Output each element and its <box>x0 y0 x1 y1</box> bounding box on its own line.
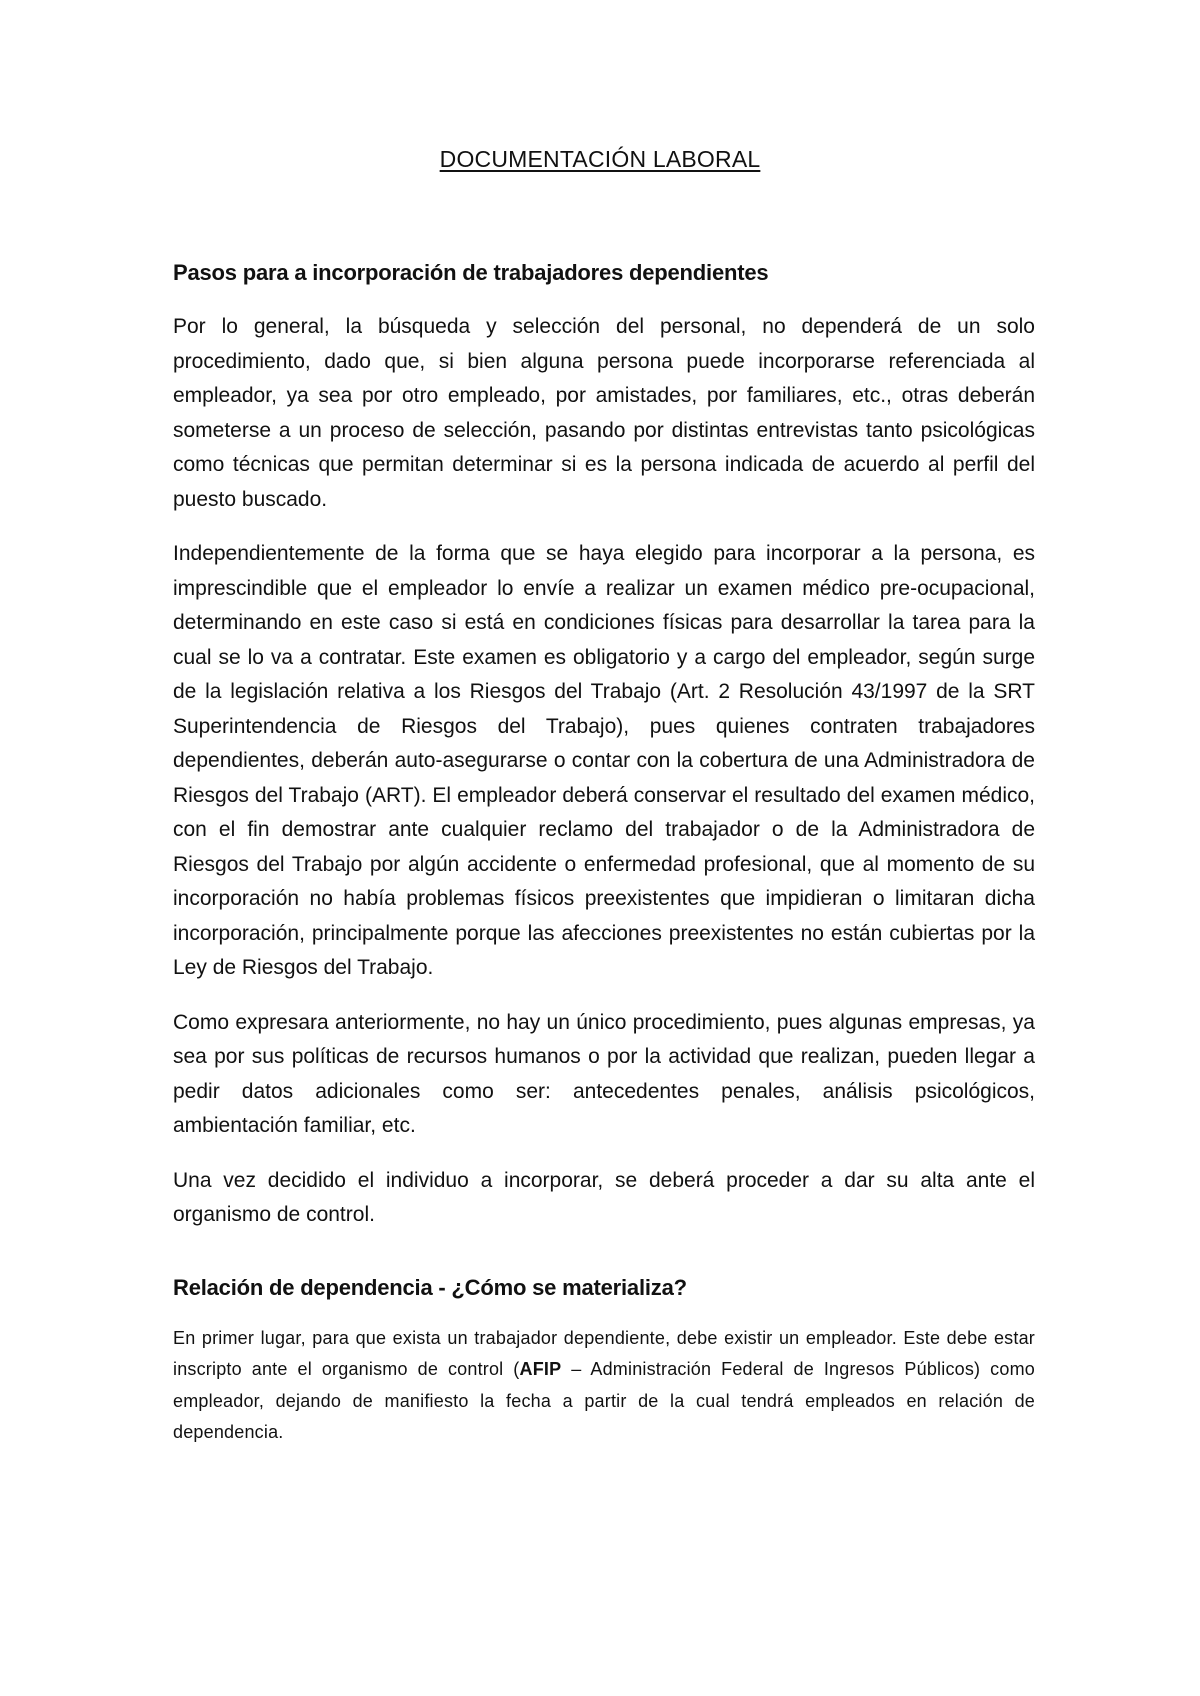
section-heading-relacion-dependencia: Relación de dependencia - ¿Cómo se materializa? <box>173 1274 687 1300</box>
paragraph-alta: Una vez decidido el individuo a incorporar, se deberá proceder a dar su alta ante el organismo de control. <box>173 1168 1035 1226</box>
paragraph-examen-medico: Independientemente de la forma que se haya elegido para incorporar a la persona, es imprescindible que el empleador lo envíe a realizar un examen médico pre-ocupacional, determinando en este caso si está en condiciones físicas para desarrollar la tarea para la cual se lo va a contratar. Este examen es obligatorio y a cargo del empleador, según surge de la legislación relativa a los Riesgos del Trabajo (Art. 2 Resolución 43/1997 de la SRT Superintendencia de Riesgos del Trabajo), pues quienes contraten trabajadores dependientes, deberán auto-asegurarse o contar con la cobertura de una Administradora de Riesgos del Trabajo (ART). El empleador deberá conservar el resultado del examen médico, con el fin demostrar ante cualquier reclamo del trabajador o de la Administradora de Riesgos del Trabajo por algún accidente o enfermedad profesional, que al momento de su incorporación no había problemas físicos preexistentes que impidieran o limitaran dicha incorporación, principalmente porque las afecciones preexistentes no están cubiertas por la Ley de Riesgos del Trabajo. <box>173 542 1035 979</box>
paragraph-empleador-text-1: En primer lugar, para que exista un trabajador dependiente, debe existir un empleador. Este debe estar inscripto ante el organismo de control ( <box>173 1327 1035 1379</box>
document-body <box>173 258 1035 1449</box>
afip-acronym: AFIP <box>519 1359 562 1379</box>
paragraph-empleador-text-2: – Administración Federal de Ingresos Públicos) como empleador, dejando de manifiesto la fecha a partir de la cual tendrá empleados en relación de dependencia. <box>173 1359 1035 1442</box>
paragraph-busqueda-seleccion: Por lo general, la búsqueda y selección del personal, no dependerá de un solo procedimiento, dado que, si bien alguna persona puede incorporarse referenciada al empleador, ya sea por otro empleado, por amistades, por familiares, etc., otras deberán someterse a un proceso de selección, pasando por distintas entrevistas tanto psicológicas como técnicas que permitan determinar si es la persona indicada de acuerdo al perfil del puesto buscado. <box>173 315 1035 511</box>
paragraph-empleador <box>173 1323 1035 1449</box>
section-heading-incorporacion: Pasos para a incorporación de trabajadores dependientes <box>173 260 769 285</box>
paragraph-procedimiento: Como expresara anteriormente, no hay un único procedimiento, pues algunas empresas, ya sea por sus políticas de recursos humanos o por la actividad que realizan, pueden llegar a pedir datos adicionales como ser: antecedentes penales, análisis psicológicos, ambientación familiar, etc. <box>173 1010 1035 1137</box>
document-title: DOCUMENTACIÓN LABORAL <box>439 146 761 172</box>
